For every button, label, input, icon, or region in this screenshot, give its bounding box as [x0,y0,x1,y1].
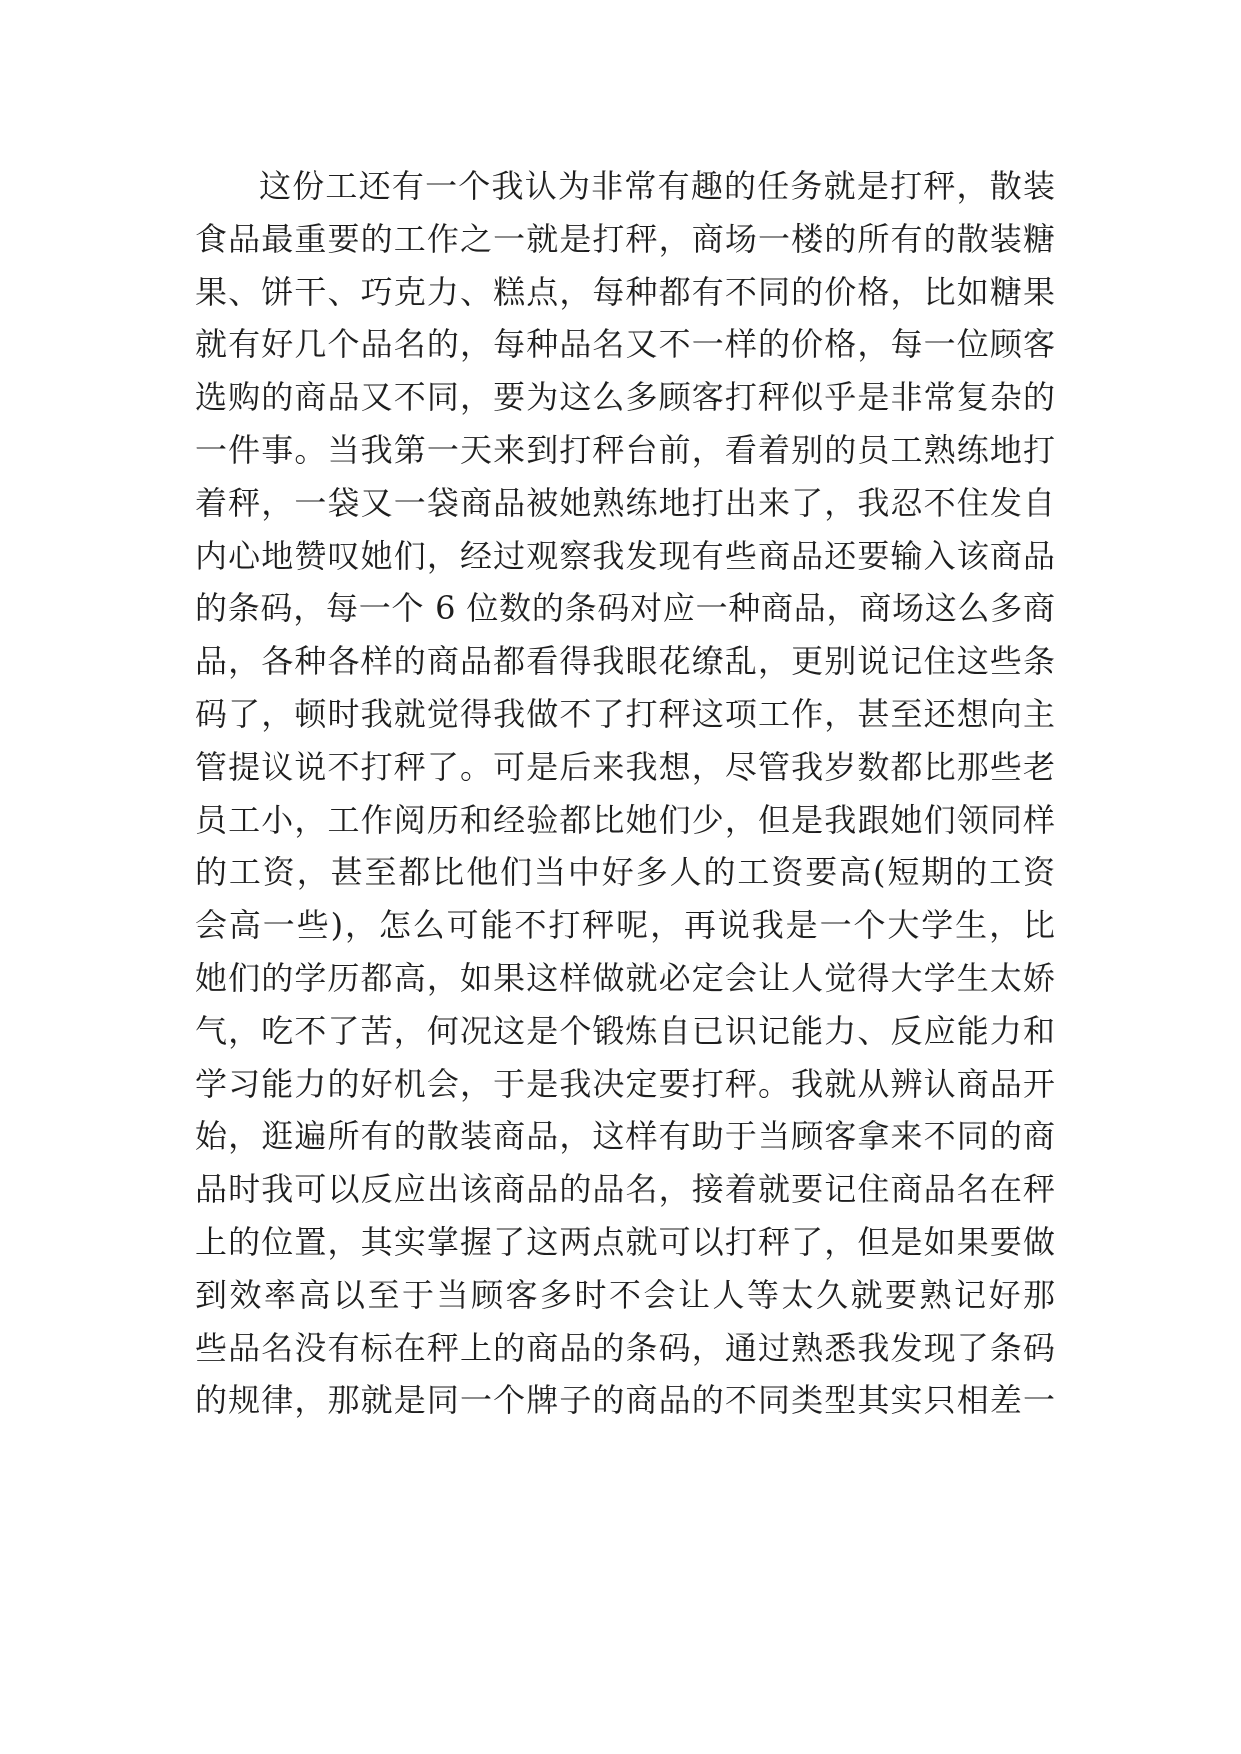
text-line: 会高一些)，怎么可能不打秤呢，再说我是一个大学生，比 [195,906,1055,945]
text-line: 的工资，甚至都比他们当中好多人的工资要高(短期的工资 [195,853,1055,892]
text-line: 气，吃不了苦，何况这是个锻炼自已识记能力、反应能力和 [195,1011,1055,1050]
text-line: 一件事。当我第一天来到打秤台前，看着别的员工熟练地打 [195,430,1055,469]
text-line: 的条码，每一个 6 位数的条码对应一种商品，商场这么多商 [195,589,1055,628]
text-line: 品，各种各样的商品都看得我眼花缭乱，更别说记住这些条 [195,642,1055,681]
text-line: 始，逛遍所有的散装商品，这样有助于当顾客拿来不同的商 [195,1117,1055,1156]
text-line: 内心地赞叹她们，经过观察我发现有些商品还要输入该商品 [195,536,1055,575]
text-line: 着秤，一袋又一袋商品被她熟练地打出来了，我忍不住发自 [195,483,1055,522]
text-line: 就有好几个品名的，每种品名又不一样的价格，每一位顾客 [195,325,1055,364]
text-line: 品时我可以反应出该商品的品名，接着就要记住商品名在秤 [195,1170,1055,1209]
text-line: 些品名没有标在秤上的商品的条码，通过熟悉我发现了条码 [195,1328,1055,1367]
text-line: 选购的商品又不同，要为这么多顾客打秤似乎是非常复杂的 [195,378,1055,417]
text-line: 到效率高以至于当顾客多时不会让人等太久就要熟记好那 [195,1275,1055,1314]
text-line: 这份工还有一个我认为非常有趣的任务就是打秤，散装 [259,167,1055,205]
text-line: 学习能力的好机会，于是我决定要打秤。我就从辨认商品开 [195,1064,1055,1103]
text-line: 她们的学历都高，如果这样做就必定会让人觉得大学生太娇 [195,958,1055,997]
text-line: 的规律，那就是同一个牌子的商品的不同类型其实只相差一 [195,1381,1055,1420]
text-line: 上的位置，其实掌握了这两点就可以打秤了，但是如果要做 [195,1222,1055,1261]
text-line: 果、饼干、巧克力、糕点，每种都有不同的价格，比如糖果 [195,272,1055,311]
text-line: 食品最重要的工作之一就是打秤，商场一楼的所有的散装糖 [195,219,1055,258]
text-line: 码了，顿时我就觉得我做不了打秤这项工作，甚至还想向主 [195,694,1055,733]
body-paragraph [195,160,1055,1427]
text-line: 管提议说不打秤了。可是后来我想，尽管我岁数都比那些老 [195,747,1055,786]
text-line: 员工小，工作阅历和经验都比她们少，但是我跟她们领同样 [195,800,1055,839]
